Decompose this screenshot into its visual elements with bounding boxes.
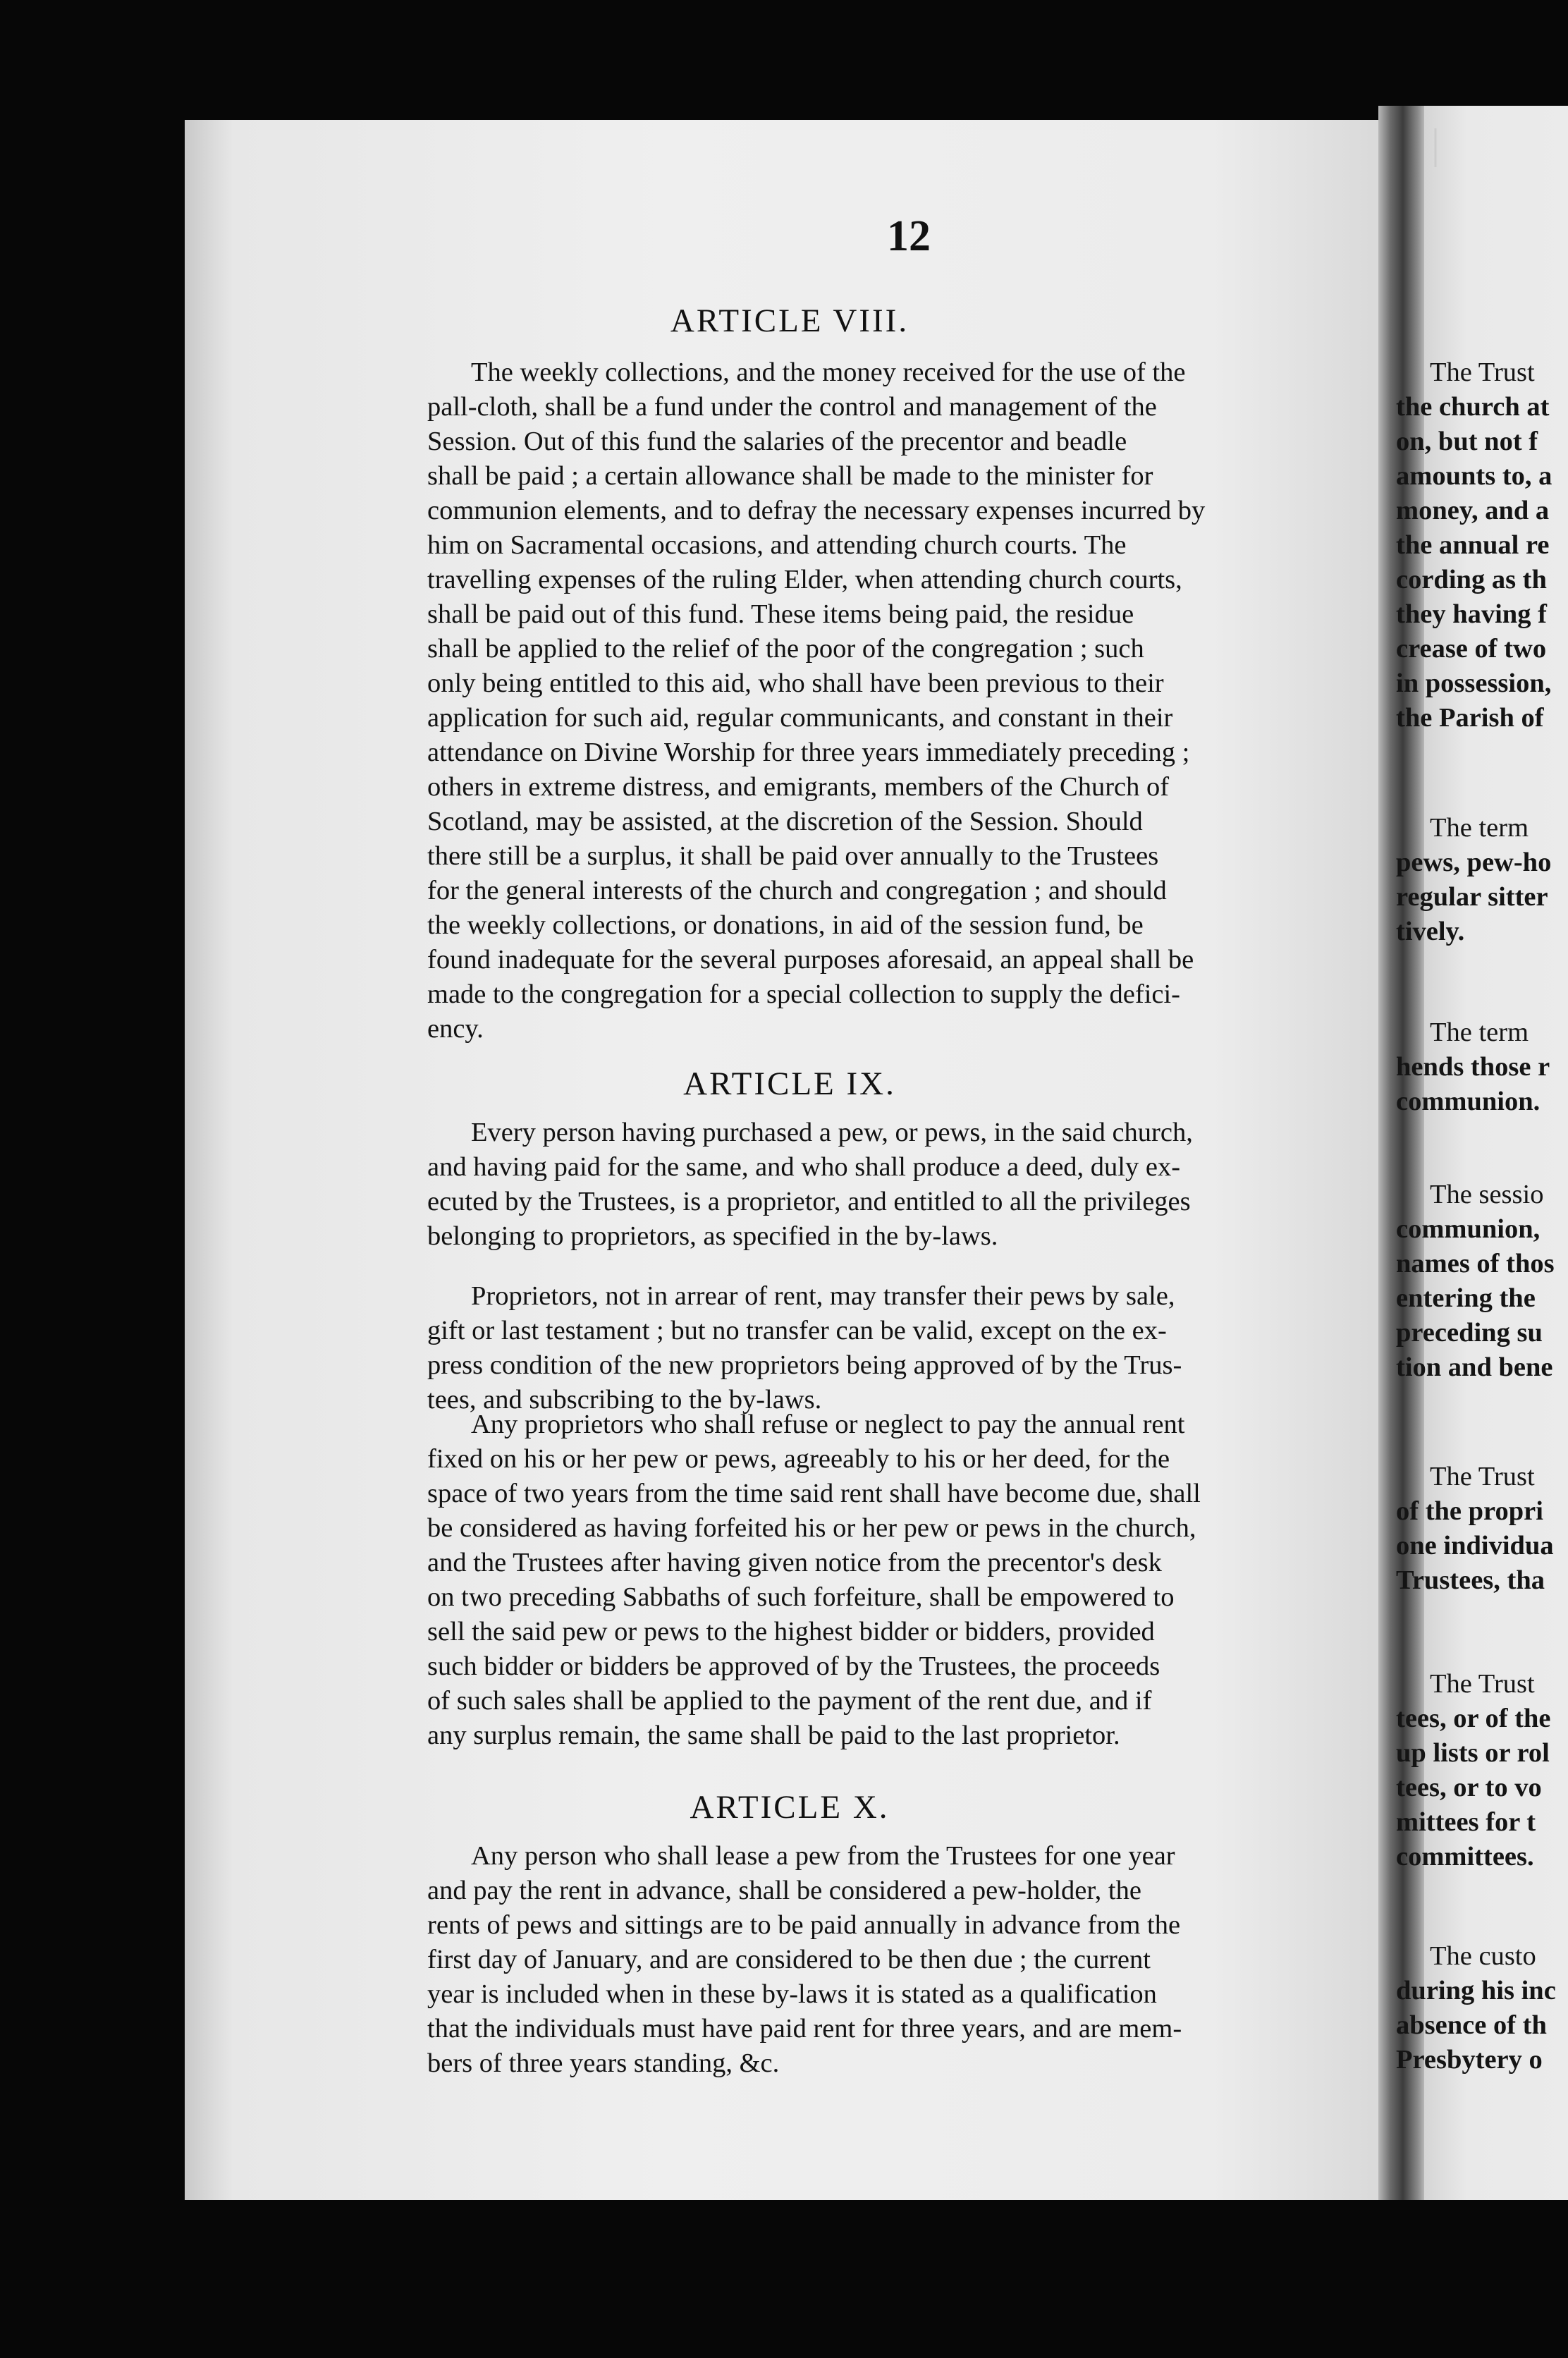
text-line: Session. Out of this fund the salaries of the precentor and beadle	[427, 427, 1127, 456]
text-line: press condition of the new proprietors being approved of by the Trus-	[427, 1350, 1182, 1380]
text-line: tees, or to vo	[1396, 1773, 1542, 1802]
right-page-fragment	[1396, 1015, 1568, 1119]
text-line: one individua	[1396, 1531, 1554, 1560]
text-line: Presbytery o	[1396, 2045, 1543, 2075]
text-line: such bidder or bidders be approved of by the Trustees, the proceeds	[427, 1651, 1160, 1681]
text-line: preceding su	[1396, 1318, 1543, 1348]
right-page-fragment	[1396, 1460, 1568, 1598]
text-line: cording as th	[1396, 565, 1547, 594]
text-line: any surplus remain, the same shall be paid to the last proprietor.	[427, 1721, 1120, 1750]
text-line: tion and bene	[1396, 1352, 1553, 1382]
article-viii-heading: ARTICLE VIII.	[670, 303, 909, 339]
text-line: there still be a surplus, it shall be paid over annually to the Trustees	[427, 841, 1159, 871]
article-ix-paragraph-2	[427, 1279, 1372, 1417]
text-line: travelling expenses of the ruling Elder, when attending church courts,	[427, 565, 1182, 594]
page-edge-mark: |	[1431, 121, 1440, 167]
text-line: rents of pews and sittings are to be paid annually in advance from the	[427, 1910, 1181, 1940]
text-line: pews, pew-ho	[1396, 848, 1552, 877]
text-line: the Parish of	[1396, 703, 1544, 733]
text-line: Trustees, tha	[1396, 1565, 1545, 1595]
text-line: Proprietors, not in arrear of rent, may transfer their pews by sale,	[471, 1281, 1175, 1311]
text-line: The term	[1430, 813, 1529, 843]
text-line: tively.	[1396, 917, 1465, 946]
text-line: application for such aid, regular communicants, and constant in their	[427, 703, 1173, 733]
text-line: entering the	[1396, 1283, 1536, 1313]
text-line: Scotland, may be assisted, at the discretion of the Session. Should	[427, 807, 1143, 836]
text-line: and pay the rent in advance, shall be considered a pew-holder, the	[427, 1876, 1141, 1905]
text-line: that the individuals must have paid rent for three years, and are mem-	[427, 2014, 1182, 2044]
text-line: ecuted by the Trustees, is a proprietor, and entitled to all the privileges	[427, 1187, 1191, 1216]
text-line: the church at	[1396, 392, 1550, 422]
article-ix-paragraph-1	[427, 1116, 1372, 1254]
text-line: bers of three years standing, &c.	[427, 2048, 780, 2078]
text-line: pall-cloth, shall be a fund under the control and management of the	[427, 392, 1157, 422]
text-line: the weekly collections, or donations, in aid of the session fund, be	[427, 910, 1144, 940]
text-line: of the propri	[1396, 1496, 1543, 1526]
text-line: shall be paid out of this fund. These items being paid, the residue	[427, 599, 1134, 629]
text-line: Any proprietors who shall refuse or neglect to pay the annual rent	[471, 1410, 1185, 1439]
text-line: The custo	[1430, 1941, 1536, 1971]
text-line: others in extreme distress, and emigrants, members of the Church of	[427, 772, 1170, 802]
text-line: tees, or of the	[1396, 1704, 1551, 1733]
text-line: shall be paid ; a certain allowance shall be made to the minister for	[427, 461, 1153, 491]
text-line: crease of two	[1396, 634, 1547, 664]
text-line: The Trust	[1430, 1462, 1535, 1491]
text-line: The Trust	[1430, 358, 1535, 387]
right-page-fragment	[1396, 1178, 1568, 1385]
text-line: The Trust	[1430, 1669, 1535, 1699]
page-number: 12	[887, 212, 931, 260]
text-line: tees, and subscribing to the by-laws.	[427, 1385, 822, 1415]
text-line: hends those r	[1396, 1052, 1550, 1082]
text-line: space of two years from the time said rent shall have become due, shall	[427, 1479, 1201, 1508]
text-line: money, and a	[1396, 496, 1550, 525]
text-line: the annual re	[1396, 530, 1550, 560]
right-page-fragment	[1396, 811, 1568, 949]
text-line: of such sales shall be applied to the payment of the rent due, and if	[427, 1686, 1152, 1716]
text-line: fixed on his or her pew or pews, agreeably to his or her deed, for the	[427, 1444, 1170, 1474]
text-line: they having f	[1396, 599, 1547, 629]
text-line: year is included when in these by-laws it is stated as a qualification	[427, 1979, 1157, 2009]
text-line: amounts to, a	[1396, 461, 1552, 491]
text-line: Every person having purchased a pew, or pews, in the said church,	[471, 1118, 1193, 1147]
text-line: on two preceding Sabbaths of such forfeiture, shall be empowered to	[427, 1582, 1175, 1612]
text-line: only being entitled to this aid, who shall have been previous to their	[427, 668, 1164, 698]
text-line: The sessio	[1430, 1180, 1544, 1209]
text-line: attendance on Divine Worship for three years immediately preceding ;	[427, 738, 1190, 767]
right-page-fragment	[1396, 355, 1568, 735]
text-line: committees.	[1396, 1842, 1534, 1871]
text-line: first day of January, and are considered to be then due ; the current	[427, 1945, 1151, 1974]
text-line: on, but not f	[1396, 427, 1538, 456]
text-line: mittees for t	[1396, 1807, 1536, 1837]
text-line: be considered as having forfeited his or her pew or pews in the church,	[427, 1513, 1196, 1543]
text-line: Any person who shall lease a pew from the Trustees for one year	[471, 1841, 1175, 1871]
text-line: shall be applied to the relief of the poor of the congregation ; such	[427, 634, 1144, 664]
text-line: found inadequate for the several purposes aforesaid, an appeal shall be	[427, 945, 1194, 975]
text-line: regular sitter	[1396, 882, 1548, 912]
article-x-heading: ARTICLE X.	[690, 1789, 890, 1826]
right-page-fragment	[1396, 1939, 1568, 2077]
text-line: ency.	[427, 1014, 484, 1044]
text-line: up lists or rol	[1396, 1738, 1550, 1768]
text-line: belonging to proprietors, as specified in the by-laws.	[427, 1221, 998, 1251]
text-line: sell the said pew or pews to the highest bidder or bidders, provided	[427, 1617, 1155, 1647]
article-viii-text	[427, 355, 1372, 1046]
article-ix-heading: ARTICLE IX.	[683, 1065, 896, 1102]
text-line: in possession,	[1396, 668, 1552, 698]
text-line: and having paid for the same, and who shall produce a deed, duly ex-	[427, 1152, 1181, 1182]
text-line: names of thos	[1396, 1249, 1555, 1278]
text-line: absence of th	[1396, 2010, 1547, 2040]
text-line: for the general interests of the church and congregation ; and should	[427, 876, 1167, 905]
text-line: made to the congregation for a special collection to supply the defici-	[427, 979, 1180, 1009]
text-line: communion elements, and to defray the necessary expenses incurred by	[427, 496, 1206, 525]
text-line: The term	[1430, 1018, 1529, 1047]
article-ix-paragraph-3	[427, 1407, 1372, 1753]
text-line: him on Sacramental occasions, and attending church courts. The	[427, 530, 1127, 560]
right-page-fragment	[1396, 1667, 1568, 1874]
article-x-text	[427, 1839, 1372, 2081]
text-line: and the Trustees after having given notice from the precentor's desk	[427, 1548, 1162, 1577]
text-line: gift or last testament ; but no transfer can be valid, except on the ex-	[427, 1316, 1167, 1345]
text-line: The weekly collections, and the money received for the use of the	[471, 358, 1186, 387]
text-line: communion,	[1396, 1214, 1541, 1244]
text-line: during his inc	[1396, 1976, 1556, 2005]
text-line: communion.	[1396, 1087, 1541, 1116]
